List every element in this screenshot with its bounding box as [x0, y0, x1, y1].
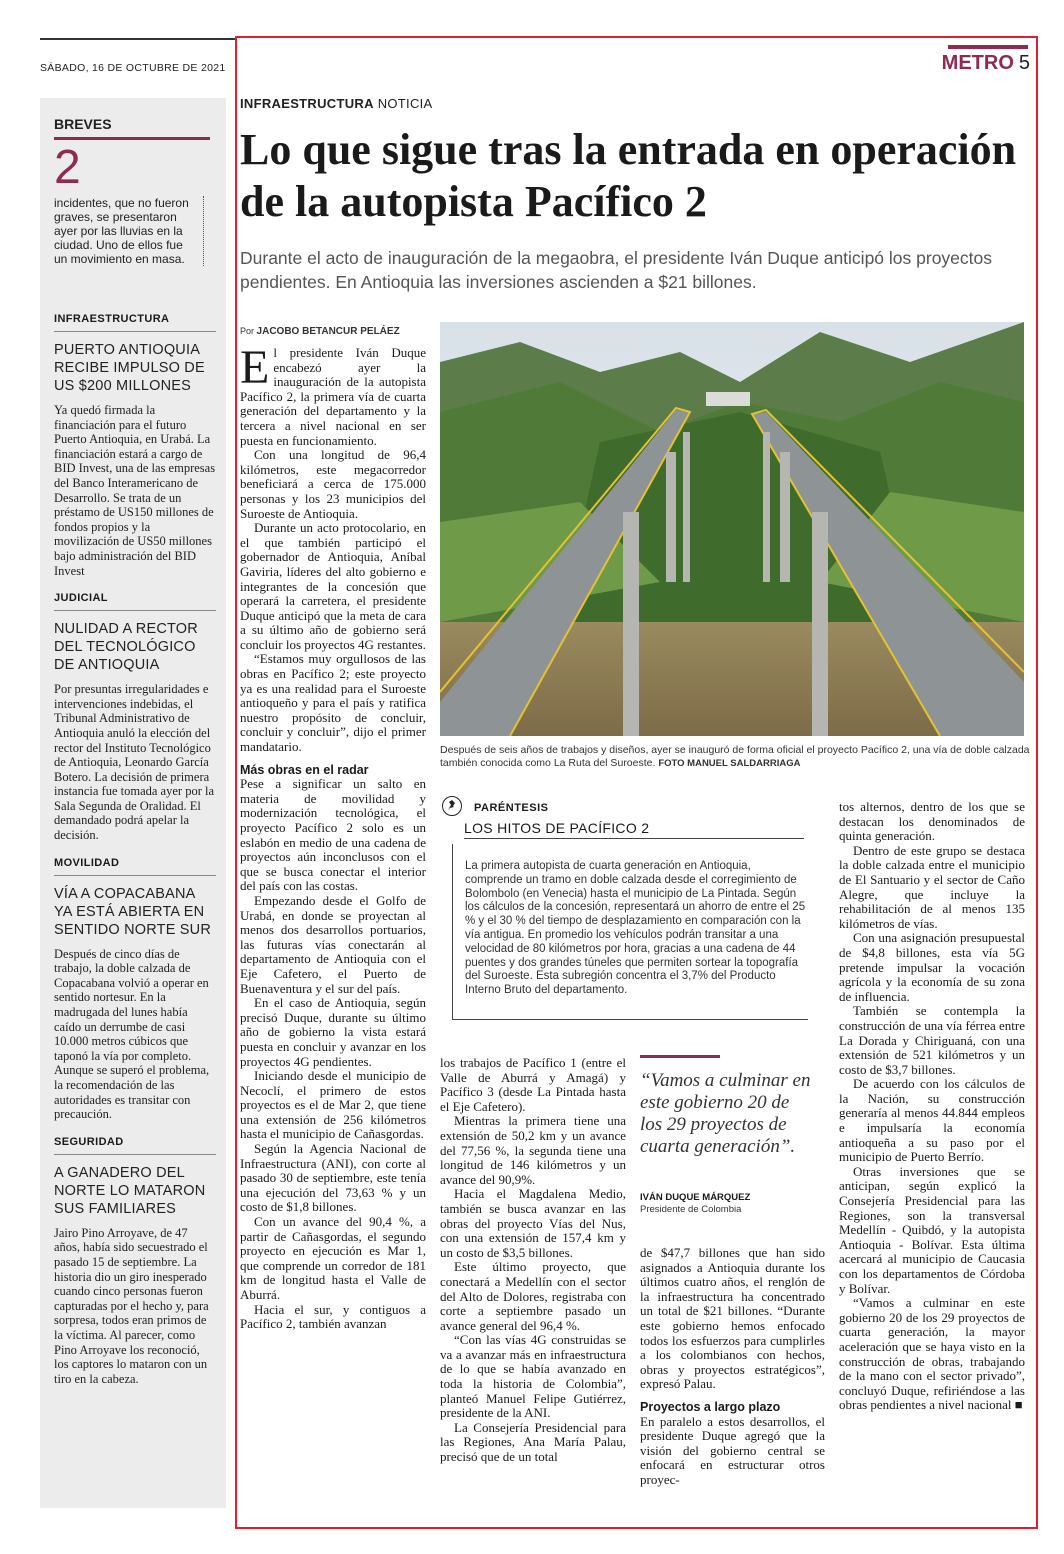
- drop-cap: E: [240, 341, 270, 394]
- brief-headline: VÍA A COPACABANA YA ESTÁ ABIERTA EN SENTIDO NORTE SUR: [54, 885, 212, 938]
- paragraph: Con una longitud de 96,4 kilómetros, este megacorredor beneficiará a cerca de 175.000 personas y los 23 municipios del Suroeste de Antioquia.: [240, 447, 426, 521]
- paragraph: Durante un acto protocolario, en el que también participó el gobernador de Antioquia, Aníbal Gaviria, líderes del alto gobierno e integrantes de la concesión que operará la carretera, el presidente Duque anticipó que la meta de cara a su último año de gobierno será concluir los proyectos 4G restantes.: [240, 520, 426, 652]
- breves-number: 2: [54, 141, 81, 194]
- paragraph: Con un avance del 90,4 %, a partir de Cañasgordas, el segundo proyecto en ejecución es Mar 1, que comprende un corredor de 181 km de longitud hasta el Valle de Aburrá.: [240, 1214, 426, 1302]
- pin-icon: [442, 796, 462, 816]
- article-column-1: [240, 341, 426, 1332]
- paragraph: Hacia el Magdalena Medio, también se busca avanzar en las obras del proyecto Vías del Nus, con una extensión de 157,4 km y un costo de $3,5 billones.: [440, 1186, 626, 1260]
- paragraph: los trabajos de Pacífico 1 (entre el Valle de Aburrá y Amagá) y Pacífico 3 (desde La Pintada hasta el Eje Cafetero).: [440, 1055, 626, 1114]
- paragraph: En paralelo a estos desarrollos, el presidente Duque agregó que la visión del gobierno central se enfocará en estructurar otros proyec-: [640, 1413, 825, 1487]
- paragraph: “Vamos a culminar en este gobierno 20 de los 29 proyectos de cuarta generación, la mayor aceleración que se haya visto en la construcción de obras, trabajando de la mano con el sector privado”, concluyó Duque, refiriéndose a las obras pendientes a nivel nacional ■: [839, 1295, 1025, 1413]
- article-column-2: [440, 1056, 626, 1465]
- section-name: METRO: [941, 52, 1014, 74]
- paragraph: Con una asignación presupuestal de $4,8 billones, esta vía 5G pretende impulsar la vocación agrícola y la economía de su zona de influencia.: [839, 930, 1025, 1004]
- brief-headline: A GANADERO DEL NORTE LO MATARON SUS FAMILIARES: [54, 1164, 206, 1217]
- brief-item: [54, 592, 216, 843]
- kicker-type: NOTICIA: [377, 96, 433, 111]
- brief-category: SEGURIDAD: [54, 1136, 216, 1155]
- paragraph: Otras inversiones que se anticipan, según explicó la Consejería Presidencial para las Regiones, son la transversal Medellín - Quibdó, y la autopista Antioquia - Bolívar. Esta última acercará al municipio de Caucasia con los departamentos de Córdoba y Bolívar.: [839, 1163, 1025, 1296]
- byline-prefix: Por: [240, 326, 255, 336]
- breves-title: BREVES: [54, 116, 112, 132]
- quote-author-role: Presidente de Colombia: [640, 1204, 742, 1215]
- article-headline: Lo que sigue tras la entrada en operación de la autopista Pacífico 2: [240, 125, 1017, 226]
- paragraph: Empezando desde el Golfo de Urabá, en donde se proyectan al menos dos desarrollos portuarios, las futuras vías conectarán al departamento de Antioquia con el Eje Cafetero, el Puerto de Buenaventura y el sur del país.: [240, 892, 426, 996]
- brief-text: Ya quedó firmada la financiación para el futuro Puerto Antioquia, en Urabá. La financiación estará a cargo de BID Invest, una de las empresas del Banco Interamericano de Desarrollo. Se trata de un préstamo de US150 millones de fondos propios y la movilización de US50 millones bajo administración del BID Invest: [54, 403, 216, 578]
- brief-item: [54, 1136, 216, 1387]
- byline: [240, 326, 400, 337]
- quote-accent-bar: [640, 1055, 720, 1058]
- brief-category: JUDICIAL: [54, 592, 216, 611]
- brief-item: [54, 313, 216, 578]
- paragraph: El presidente Iván Duque encabezó ayer la inauguración de la autopista Pacífico 2, la primera vía de cuarta generación del departamento y la tercera a nivel nacional en ser puesta en funcionamiento.: [240, 341, 426, 448]
- caption-text: Después de seis años de trabajos y diseños, ayer se inauguró de forma oficial el proyecto Pacífico 2, una vía de doble calzada también conocida como La Ruta del Suroeste.: [440, 744, 1030, 769]
- brief-text: Después de cinco días de trabajo, la doble calzada de Copacabana volvió a operar en sentido nortesur. En la madrugada del lunes había caído un derrumbe de casi 10.000 metros cúbicos que taponó la vía por completo. Aunque se superó el problema, la recomendación de las autoridades es transitar con precaución.: [54, 946, 210, 1122]
- paragraph: Este último proyecto, que conectará a Medellín con el sector del Alto de Dolores, registraba con corte a septiembre pasado un avance general del 96,4 %.: [440, 1259, 626, 1333]
- article-kicker: [240, 96, 433, 111]
- pull-quote: “Vamos a culminar en este gobierno 20 de los 29 proyectos de cuarta generación”.: [640, 1070, 811, 1157]
- brief-text: Jairo Pino Arroyave, de 47 años, había sido secuestrado el pasado 15 de septiembre. La historia dio un giro inesperado cuando cinco personas fueron capturadas por el hecho y, para sorpresa, todos eran primos de la víctima. Al parecer, como Pino Arroyave los reconoció, los captores lo mataron con un tiro en la cabeza.: [54, 1225, 209, 1386]
- breves-box: [40, 98, 226, 303]
- page-number: 5: [1018, 52, 1030, 74]
- sidebar-briefs: [40, 98, 226, 1508]
- paragraph: Mientras la primera tiene una extensión de 50,2 km y un avance del 77,56 %, la segunda tiene una longitud de 146 kilómetros y un avance del 90,9%.: [440, 1113, 626, 1187]
- photo-caption: [440, 744, 1030, 770]
- photo-illustration: [440, 322, 1024, 736]
- top-rule: [40, 38, 235, 40]
- photo-credit: FOTO MANUEL SALDARRIAGA: [658, 758, 801, 769]
- paragraph: “Con las vías 4G construidas se va a avanzar más en infraestructura de lo que se había avanzado en toda la historia de Colombia”, planteó Manuel Felipe Gutiérrez, presidente de la ANI.: [440, 1332, 626, 1421]
- subheading: Proyectos a largo plazo: [640, 1399, 781, 1414]
- quote-author: IVÁN DUQUE MÁRQUEZ: [640, 1192, 751, 1203]
- article-column-3: [640, 1246, 825, 1488]
- paragraph: Hacia el sur, y contiguos a Pacífico 2, también avanzan: [240, 1301, 426, 1332]
- briefs-list: [40, 303, 226, 1508]
- byline-author: JACOBO BETANCUR PELÁEZ: [256, 326, 400, 337]
- subheading: Más obras en el radar: [240, 762, 369, 777]
- issue-date: SÁBADO, 16 DE OCTUBRE DE 2021: [40, 62, 226, 74]
- paragraph: La Consejería Presidencial para las Regiones, Ana María Palau, precisó que de un total: [440, 1419, 626, 1465]
- brief-headline: PUERTO ANTIOQUIA RECIBE IMPULSO DE US $200 MILLONES: [54, 342, 205, 394]
- paragraph: De acuerdo con los cálculos de la Nación, su construcción generaría al menos 44.844 empleos e impulsaría la economía antioqueña a su paso por el municipio de Puerto Berrío.: [839, 1076, 1025, 1165]
- parentesis-text: La primera autopista de cuarta generación en Antioquia, comprende un tramo en doble calzada desde el corregimiento de Bolombolo (en Venecia) hasta el municipio de La Pintada. Según los cálculos de la concesión, representará un ahorro de entre el 25 % y el 30 % del tiempo de desplazamiento en comparación con la vía antigua. En promedio los vehículos podrán transitar a una velocidad de 80 kilómetros por hora, gracias a una cadena de 44 puentes y dos grandes túneles que permiten sortear la topografía del Suroeste. Esta subregión concentra el 3,7% del Producto Interno Bruto del departamento.: [452, 844, 808, 1020]
- brief-item: [54, 857, 216, 1122]
- brief-category: MOVILIDAD: [54, 857, 216, 876]
- breves-text: incidentes, que no fueron graves, se presentaron ayer por las lluvias en la ciudad. Uno de ellos fue un movimiento en masa.: [54, 196, 204, 266]
- paragraph: “Estamos muy orgullosos de las obras en Pacífico 2; este proyecto ya es una realidad para el Suroeste antioqueño y para el país y ratifica nuestro propósito de concluir, concluir y concluir”, dijo el primer mandatario.: [240, 651, 426, 755]
- paragraph: Dentro de este grupo se destaca la doble calzada entre el municipio de El Santuario y el sector de Caño Alegre, que incluye la rehabilitación de al menos 135 kilómetros de vías.: [839, 842, 1025, 931]
- article-deck: Durante el acto de inauguración de la megaobra, el presidente Iván Duque anticipó los proyectos pendientes. En Antioquia las inversiones ascienden a $21 billones.: [240, 248, 993, 292]
- brief-text: Por presuntas irregularidades e intervenciones indebidas, el Tribunal Administrativo de Antioquia anuló la elección del rector del Instituto Tecnológico de Antioquia, Leonardo García Botero. La decisión de primera instancia fue tomada ayer por la Sala Segunda de Oralidad. El demandado podrá apelar la decisión.: [54, 682, 214, 843]
- paragraph: tos alternos, dentro de los que se destacan los denominados de quinta generación.: [839, 799, 1025, 844]
- paragraph: de $47,7 billones que han sido asignados a Antioquia durante los últimos cuatro años, el renglón de la infraestructura ha concentrado un total de $21 billones. “Durante este gobierno hemos enfocado todos los esfuerzos para cumplirles a los colombianos con hechos, obras y proyectos estratégicos”, expresó Palau.: [640, 1245, 825, 1392]
- parentesis-subtitle: LOS HITOS DE PACÍFICO 2: [464, 820, 804, 839]
- parentesis-title: PARÉNTESIS: [474, 802, 549, 814]
- kicker-category: INFRAESTRUCTURA: [240, 96, 374, 111]
- brief-headline: NULIDAD A RECTOR DEL TECNOLÓGICO DE ANTIOQUIA: [54, 621, 198, 674]
- bridge-photo: [440, 322, 1024, 736]
- section-accent-bar: [948, 45, 1028, 49]
- paragraph: Según la Agencia Nacional de Infraestructura (ANI), con corte al pasado 30 de septiembre, este tenía una ejecución del 73,63 % y un costo de $1,8 billones.: [240, 1141, 426, 1215]
- article-column-4: [839, 800, 1025, 1413]
- paragraph: También se contempla la construcción de una vía férrea entre La Dorada y Chiriguaná, con una extensión de 521 kilómetros y un costo de $3,7 billones.: [839, 1003, 1025, 1077]
- section-header: [942, 52, 1030, 75]
- paragraph: Iniciando desde el municipio de Necoclí, el primero de estos proyectos es el de Mar 2, que tiene una extensión de 256 kilómetros hasta el municipio de Cañasgordas.: [240, 1068, 426, 1142]
- paragraph: En el caso de Antioquia, según precisó Duque, durante su último año de gobierno la vista estará puesta en concluir y avanzar en los proyectos 4G pendientes.: [240, 995, 426, 1069]
- brief-category: INFRAESTRUCTURA: [54, 313, 216, 332]
- paragraph: Pese a significar un salto en materia de movilidad y modernización tecnológica, el proyecto Pacífico 2 solo es un eslabón en medio de una cadena de proyectos aún inconclusos con el que se busca conectar el interior del país con las costas.: [240, 776, 426, 894]
